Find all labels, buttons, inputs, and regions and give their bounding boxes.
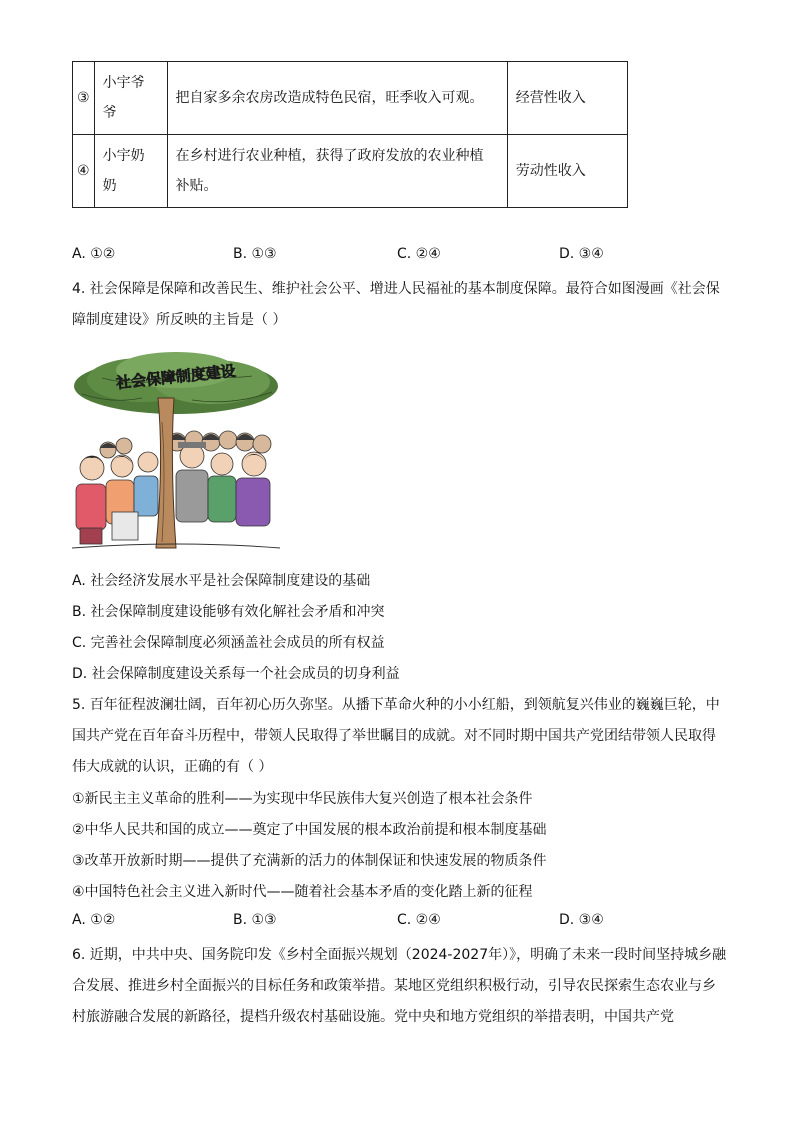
q4-option-b[interactable]: B. 社会保障制度建设能够有效化解社会矛盾和冲突 [72, 604, 385, 620]
income-type: 劳动性收入 [507, 135, 627, 208]
income-description: 把自家多余农房改造成特色民宿，旺季收入可观。 [167, 62, 507, 135]
q6-stem-line1: 6. 近期，中共中央、国务院印发《乡村全面振兴规划（2024-2027年）》，明确了未来一段时间坚持城乡融 [72, 947, 727, 963]
q4-option-d[interactable]: D. 社会保障制度建设关系每一个社会成员的切身利益 [72, 666, 400, 682]
income-description: 在乡村进行农业种植，获得了政府发放的农业种植 补贴。 [167, 135, 507, 208]
income-type: 经营性收入 [507, 62, 627, 135]
family-member: 小宇奶 奶 [94, 135, 167, 208]
q6-stem-line2: 合发展、推进乡村全面振兴的目标任务和政策举措。某地区党组织积极行动，引导农民探索生态农业与乡 [72, 978, 716, 994]
option-b[interactable]: B. ①③ [233, 246, 277, 262]
q5-item-4: ④中国特色社会主义进入新时代——随着社会基本矛盾的变化踏上新的征程 [72, 884, 533, 900]
cartoon-illustration [72, 342, 280, 556]
q4-option-c[interactable]: C. 完善社会保障制度必须涵盖社会成员的所有权益 [72, 635, 385, 651]
table-row [73, 62, 628, 135]
q4-stem-line2: 障制度建设》所反映的主旨是（ ） [72, 312, 287, 328]
cartoon-label: 社会保障制度建设 [115, 361, 237, 393]
option-a[interactable]: A. ①② [72, 246, 116, 262]
social-security-cartoon [72, 342, 280, 556]
row-number: ③ [73, 62, 95, 135]
q5-stem-line3: 伟大成就的认识，正确的有（ ） [72, 759, 273, 775]
q6-stem-line3: 村旅游融合发展的新路径，提档升级农村基础设施。党中央和地方党组织的举措表明，中国共产党 [72, 1009, 674, 1025]
option-c[interactable]: C. ②④ [397, 246, 441, 262]
q4-option-a[interactable]: A. 社会经济发展水平是社会保障制度建设的基础 [72, 573, 371, 589]
option-d[interactable]: D. ③④ [559, 912, 604, 928]
row-number: ④ [73, 135, 95, 208]
q3-options [72, 246, 632, 266]
q5-stem-line2: 国共产党在百年奋斗历程中，带领人民取得了举世瞩目的成就。对不同时期中国共产党团结带领人民取得 [72, 728, 716, 744]
q5-item-2: ②中华人民共和国的成立——奠定了中国发展的根本政治前提和根本制度基础 [72, 822, 547, 838]
q5-item-1: ①新民主主义革命的胜利——为实现中华民族伟大复兴创造了根本社会条件 [72, 791, 533, 807]
family-member: 小宇爷 爷 [94, 62, 167, 135]
option-c[interactable]: C. ②④ [397, 912, 441, 928]
option-d[interactable]: D. ③④ [559, 246, 604, 262]
q5-options [72, 912, 632, 932]
option-a[interactable]: A. ①② [72, 912, 116, 928]
q4-stem-line1: 4. 社会保障是保障和改善民生、维护社会公平、增进人民福祉的基本制度保障。最符合如图漫画《社会保 [72, 281, 720, 297]
q5-stem-line1: 5. 百年征程波澜壮阔，百年初心历久弥坚。从播下革命火种的小小红船，到领航复兴伟业的巍巍巨轮，中 [72, 697, 720, 713]
q5-item-3: ③改革开放新时期——提供了充满新的活力的体制保证和快速发展的物质条件 [72, 853, 547, 869]
option-b[interactable]: B. ①③ [233, 912, 277, 928]
table-row [73, 135, 628, 208]
income-table [72, 61, 628, 208]
